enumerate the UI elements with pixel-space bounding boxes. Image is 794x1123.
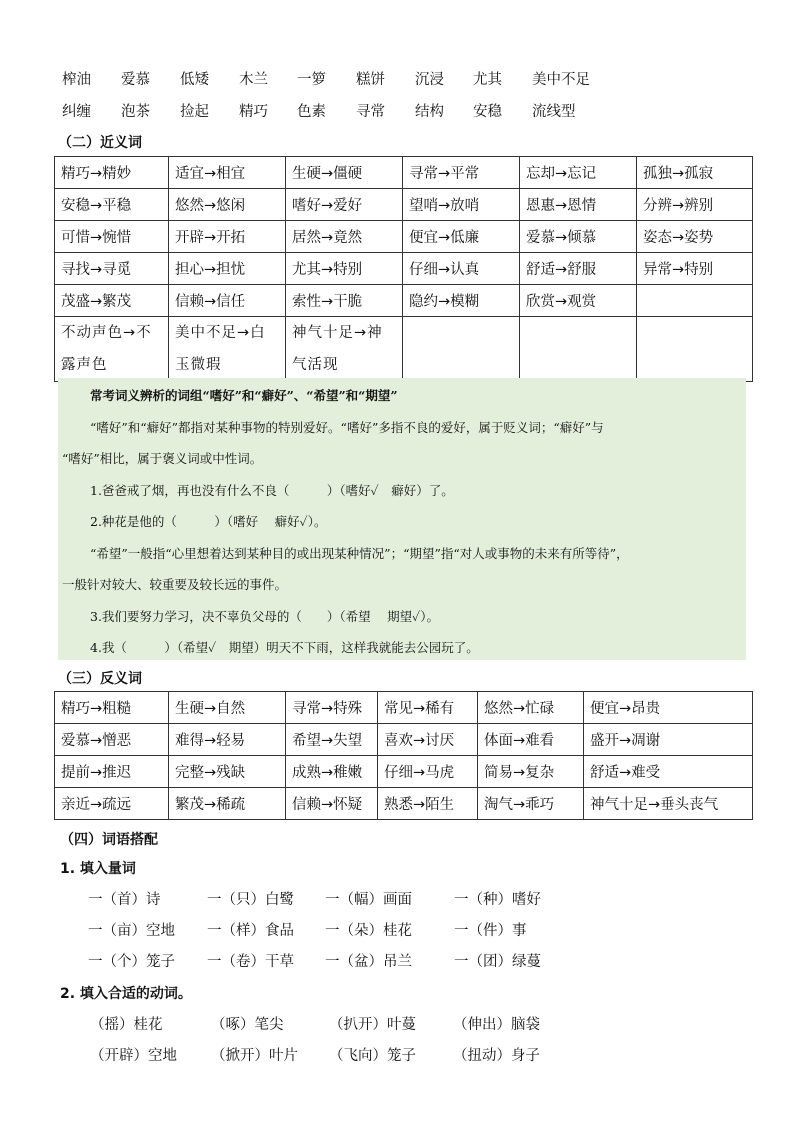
table-cell: 望哨→放哨 [403, 189, 520, 221]
word: 沉浸 [415, 72, 444, 88]
table-cell: 便宜→昂贵 [584, 692, 753, 724]
table-cell: 美中不足→白玉微瑕 [169, 317, 286, 382]
table-cell: 嗜好→爱好 [286, 189, 403, 221]
table-cell: 舒适→舒服 [520, 253, 637, 285]
table-cell: 体面→难看 [478, 724, 584, 756]
measure-item: 一（卷）干草 [207, 954, 294, 970]
measure-item: 一（只）白鹭 [207, 892, 294, 908]
table-row [55, 756, 753, 788]
word: 纠缠 [62, 104, 91, 120]
table-cell: 适宜→相宜 [169, 157, 286, 189]
word: 爱慕 [121, 72, 150, 88]
table-cell: 寻找→寻觅 [55, 253, 169, 285]
antonym-table [54, 691, 753, 820]
table-cell [520, 317, 637, 382]
subsection-title-measure-words: 1. 填入量词 [60, 861, 136, 877]
note-text: 一般针对较大、较重要及较长远的事件。 [62, 577, 288, 592]
table-cell: 亲近→疏远 [55, 788, 169, 820]
table-cell: 尤其→特别 [286, 253, 403, 285]
word: 糕饼 [356, 72, 385, 88]
word: 尤其 [473, 72, 502, 88]
table-cell: 担心→担忧 [169, 253, 286, 285]
table-cell: 精巧→粗糙 [55, 692, 169, 724]
table-cell: 爱慕→倾慕 [520, 221, 637, 253]
note-title: 常考词义辨析的词组“嗜好”和“癖好”、“希望”和“期望” [90, 388, 398, 403]
verb-item: （掀开）叶片 [211, 1048, 298, 1064]
table-cell: 仔细→认真 [403, 253, 520, 285]
verb-item: （摇）桂花 [90, 1017, 163, 1033]
word: 精巧 [239, 104, 268, 120]
measure-item: 一（团）绿蔓 [454, 954, 541, 970]
table-cell: 悠然→悠闲 [169, 189, 286, 221]
word: 色素 [297, 104, 326, 120]
table-cell: 分辨→辨别 [637, 189, 753, 221]
table-cell: 信赖→信任 [169, 285, 286, 317]
verb-item: （扭动）身子 [453, 1048, 540, 1064]
table-cell: 可惜→惋惜 [55, 221, 169, 253]
table-cell: 姿态→姿势 [637, 221, 753, 253]
verb-item: （啄）笔尖 [211, 1017, 284, 1033]
word: 捡起 [180, 104, 209, 120]
measure-item: 一（件）事 [454, 923, 527, 939]
table-cell: 简易→复杂 [478, 756, 584, 788]
measure-item: 一（幅）画面 [325, 892, 412, 908]
table-cell [637, 285, 753, 317]
table-cell: 生硬→僵硬 [286, 157, 403, 189]
measure-item: 一（盆）吊兰 [325, 954, 412, 970]
table-cell: 信赖→怀疑 [286, 788, 378, 820]
table-cell: 开辟→开拓 [169, 221, 286, 253]
table-cell: 悠然→忙碌 [478, 692, 584, 724]
measure-item: 一（首）诗 [88, 892, 161, 908]
note-question: 1.爸爸戒了烟，再也没有什么不良（ ）（嗜好✓ 癖好）了。 [90, 483, 454, 498]
table-cell: 索性→干脆 [286, 285, 403, 317]
word: 一箩 [297, 72, 326, 88]
note-text: “嗜好”相比，属于褒义词或中性词。 [62, 451, 263, 466]
note-question: 2.种花是他的（ ）（嗜好 癖好✓）。 [90, 514, 327, 529]
verb-item: （伸出）脑袋 [453, 1017, 540, 1033]
verb-item: （开辟）空地 [90, 1048, 177, 1064]
measure-item: 一（个）笼子 [88, 954, 175, 970]
table-cell: 喜欢→讨厌 [378, 724, 478, 756]
measure-item: 一（朵）桂花 [325, 923, 412, 939]
table-row [55, 317, 753, 382]
note-question: 3.我们要努力学习，决不辜负父母的（ ）（希望 期望✓）。 [90, 609, 439, 624]
table-cell: 隐约→模糊 [403, 285, 520, 317]
table-cell: 完整→残缺 [169, 756, 286, 788]
table-cell: 希望→失望 [286, 724, 378, 756]
table-cell: 生硬→自然 [169, 692, 286, 724]
word: 泡茶 [121, 104, 150, 120]
subsection-title-verbs: 2. 填入合适的动词。 [60, 986, 192, 1002]
table-cell: 难得→轻易 [169, 724, 286, 756]
table-cell: 便宜→低廉 [403, 221, 520, 253]
table-cell: 居然→竟然 [286, 221, 403, 253]
measure-item: 一（样）食品 [207, 923, 294, 939]
table-cell: 淘气→乖巧 [478, 788, 584, 820]
table-cell: 神气十足→神气活现 [286, 317, 403, 382]
word: 木兰 [239, 72, 268, 88]
word: 低矮 [180, 72, 209, 88]
note-question: 4.我（ ）（希望✓ 期望）明天不下雨，这样我就能去公园玩了。 [90, 640, 479, 655]
word: 榨油 [62, 72, 91, 88]
table-cell: 不动声色→不露声色 [55, 317, 169, 382]
table-cell: 寻常→特殊 [286, 692, 378, 724]
synonym-table [54, 156, 753, 382]
table-row [55, 285, 753, 317]
table-cell: 孤独→孤寂 [637, 157, 753, 189]
table-cell: 提前→推迟 [55, 756, 169, 788]
table-row [55, 253, 753, 285]
table-cell: 盛开→凋谢 [584, 724, 753, 756]
table-cell: 安稳→平稳 [55, 189, 169, 221]
table-cell: 常见→稀有 [378, 692, 478, 724]
table-row [55, 692, 753, 724]
word: 流线型 [532, 104, 576, 120]
table-cell: 舒适→难受 [584, 756, 753, 788]
table-cell: 精巧→精妙 [55, 157, 169, 189]
word: 结构 [415, 104, 444, 120]
measure-item: 一（种）嗜好 [454, 892, 541, 908]
table-cell: 爱慕→憎恶 [55, 724, 169, 756]
table-cell: 成熟→稚嫩 [286, 756, 378, 788]
table-cell [403, 317, 520, 382]
table-cell: 寻常→平常 [403, 157, 520, 189]
section-title-collocation: （四）词语搭配 [60, 832, 158, 848]
table-cell: 繁茂→稀疏 [169, 788, 286, 820]
measure-item: 一（亩）空地 [88, 923, 175, 939]
section-title-synonyms: （二）近义词 [58, 135, 142, 151]
table-row [55, 221, 753, 253]
table-cell: 熟悉→陌生 [378, 788, 478, 820]
table-cell: 仔细→马虎 [378, 756, 478, 788]
table-cell: 异常→特别 [637, 253, 753, 285]
table-cell: 欣赏→观赏 [520, 285, 637, 317]
table-cell: 茂盛→繁茂 [55, 285, 169, 317]
table-cell [637, 317, 753, 382]
table-row [55, 788, 753, 820]
verb-item: （飞向）笼子 [329, 1048, 416, 1064]
verb-item: （扒开）叶蔓 [329, 1017, 416, 1033]
word: 美中不足 [532, 72, 590, 88]
table-cell: 神气十足→垂头丧气 [584, 788, 753, 820]
table-row [55, 157, 753, 189]
table-row [55, 189, 753, 221]
word: 安稳 [473, 104, 502, 120]
note-text: “希望”一般指“心里想着达到某种目的或出现某种情况”；“期望”指“对人或事物的未来有所等待”， [90, 546, 629, 561]
table-cell: 恩惠→恩情 [520, 189, 637, 221]
table-cell: 忘却→忘记 [520, 157, 637, 189]
note-text: “嗜好”和“癖好”都指对某种事物的特别爱好。“嗜好”多指不良的爱好，属于贬义词；“癖好”与 [90, 420, 604, 435]
section-title-antonyms: （三）反义词 [58, 671, 142, 687]
table-row [55, 724, 753, 756]
word: 寻常 [356, 104, 385, 120]
vocabulary-note-box [58, 378, 746, 660]
